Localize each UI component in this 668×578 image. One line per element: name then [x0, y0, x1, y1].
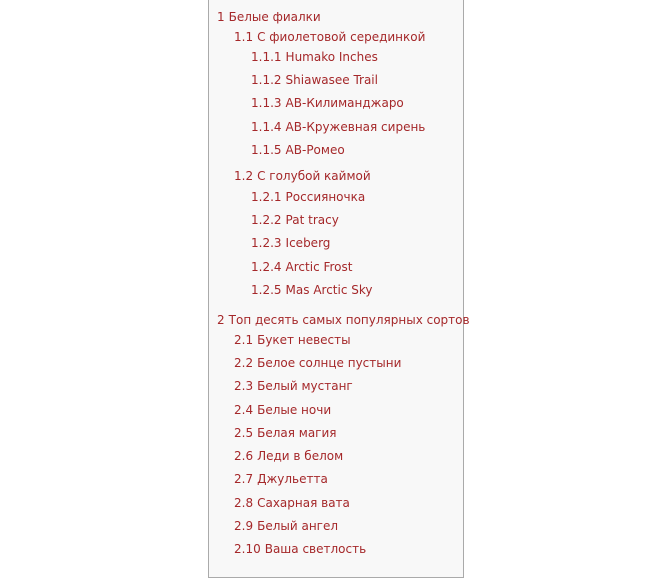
toc-number: 1.1.5 — [251, 143, 282, 157]
toc-link-1-2-2[interactable] — [251, 213, 339, 228]
toc-link-2-2[interactable] — [234, 356, 401, 371]
toc-title: Mas Arctic Sky — [285, 283, 373, 297]
toc-number: 2.8 — [234, 496, 254, 510]
toc-link-2-5[interactable] — [234, 426, 337, 441]
toc-number: 1.1.4 — [251, 120, 282, 134]
table-of-contents — [208, 0, 470, 578]
toc-number: 1 — [217, 10, 225, 24]
toc-title: АВ-Кружевная сирень — [285, 120, 426, 134]
toc-link-2-3[interactable] — [234, 379, 353, 394]
toc-link-1-2-3[interactable] — [251, 236, 330, 251]
toc-link-1-1-2[interactable] — [251, 73, 378, 88]
toc-number: 1.1 — [234, 30, 254, 44]
toc-link-2[interactable] — [217, 313, 470, 328]
toc-number: 1.2.3 — [251, 236, 282, 250]
toc-title: Топ десять самых популярных сортов — [228, 313, 470, 327]
toc-title: Pat tracy — [285, 213, 339, 227]
toc-title: Arctic Frost — [285, 260, 353, 274]
toc-number: 1.2.2 — [251, 213, 282, 227]
toc-number: 2.7 — [234, 472, 254, 486]
toc-number: 1.1.1 — [251, 50, 282, 64]
toc-link-1-2-1[interactable] — [251, 190, 365, 205]
toc-number: 1.1.2 — [251, 73, 282, 87]
toc-title: Ваша светлость — [264, 542, 367, 556]
toc-title: Белые фиалки — [228, 10, 321, 24]
toc-link-1-1-4[interactable] — [251, 120, 425, 135]
toc-number: 2.10 — [234, 542, 261, 556]
toc-number: 2.9 — [234, 519, 254, 533]
toc-number: 1.2.4 — [251, 260, 282, 274]
toc-title: АВ-Ромео — [285, 143, 345, 157]
toc-link-1-2-5[interactable] — [251, 283, 373, 298]
toc-link-2-4[interactable] — [234, 403, 331, 418]
toc-title: Белое солнце пустыни — [257, 356, 402, 370]
toc-title: Сахарная вата — [257, 496, 350, 510]
toc-number: 2.3 — [234, 379, 254, 393]
toc-number: 2.6 — [234, 449, 254, 463]
toc-title: Леди в белом — [257, 449, 344, 463]
toc-number: 2.5 — [234, 426, 254, 440]
toc-link-1-1[interactable] — [234, 30, 425, 45]
toc-link-2-9[interactable] — [234, 519, 338, 534]
toc-link-1-1-3[interactable] — [251, 96, 404, 111]
toc-title: Белая магия — [257, 426, 337, 440]
toc-number: 1.2 — [234, 169, 254, 183]
toc-link-1-1-5[interactable] — [251, 143, 345, 158]
toc-number: 1.2.1 — [251, 190, 282, 204]
toc-link-1-2-4[interactable] — [251, 260, 352, 275]
toc-number: 1.1.3 — [251, 96, 282, 110]
toc-title: С голубой каймой — [257, 169, 371, 183]
toc-title: Humako Inches — [285, 50, 378, 64]
toc-number: 2.4 — [234, 403, 254, 417]
toc-title: Shiawasee Trail — [285, 73, 378, 87]
toc-link-2-1[interactable] — [234, 333, 351, 348]
toc-number: 2.1 — [234, 333, 254, 347]
toc-link-2-8[interactable] — [234, 496, 350, 511]
toc-title: С фиолетовой серединкой — [257, 30, 426, 44]
toc-number: 2.2 — [234, 356, 254, 370]
toc-title: Белые ночи — [257, 403, 332, 417]
toc-title: АВ-Килиманджаро — [285, 96, 404, 110]
toc-link-1-2[interactable] — [234, 169, 371, 184]
toc-title: Россияночка — [285, 190, 366, 204]
toc-title: Джульетта — [257, 472, 328, 486]
toc-link-2-10[interactable] — [234, 542, 366, 557]
toc-title: Белый ангел — [257, 519, 339, 533]
toc-link-1-1-1[interactable] — [251, 50, 378, 65]
toc-title: Iceberg — [285, 236, 331, 250]
toc-link-2-6[interactable] — [234, 449, 343, 464]
toc-title: Букет невесты — [257, 333, 351, 347]
toc-number: 2 — [217, 313, 225, 327]
toc-link-2-7[interactable] — [234, 472, 328, 487]
toc-number: 1.2.5 — [251, 283, 282, 297]
toc-title: Белый мустанг — [257, 379, 353, 393]
toc-link-1[interactable] — [217, 10, 321, 25]
